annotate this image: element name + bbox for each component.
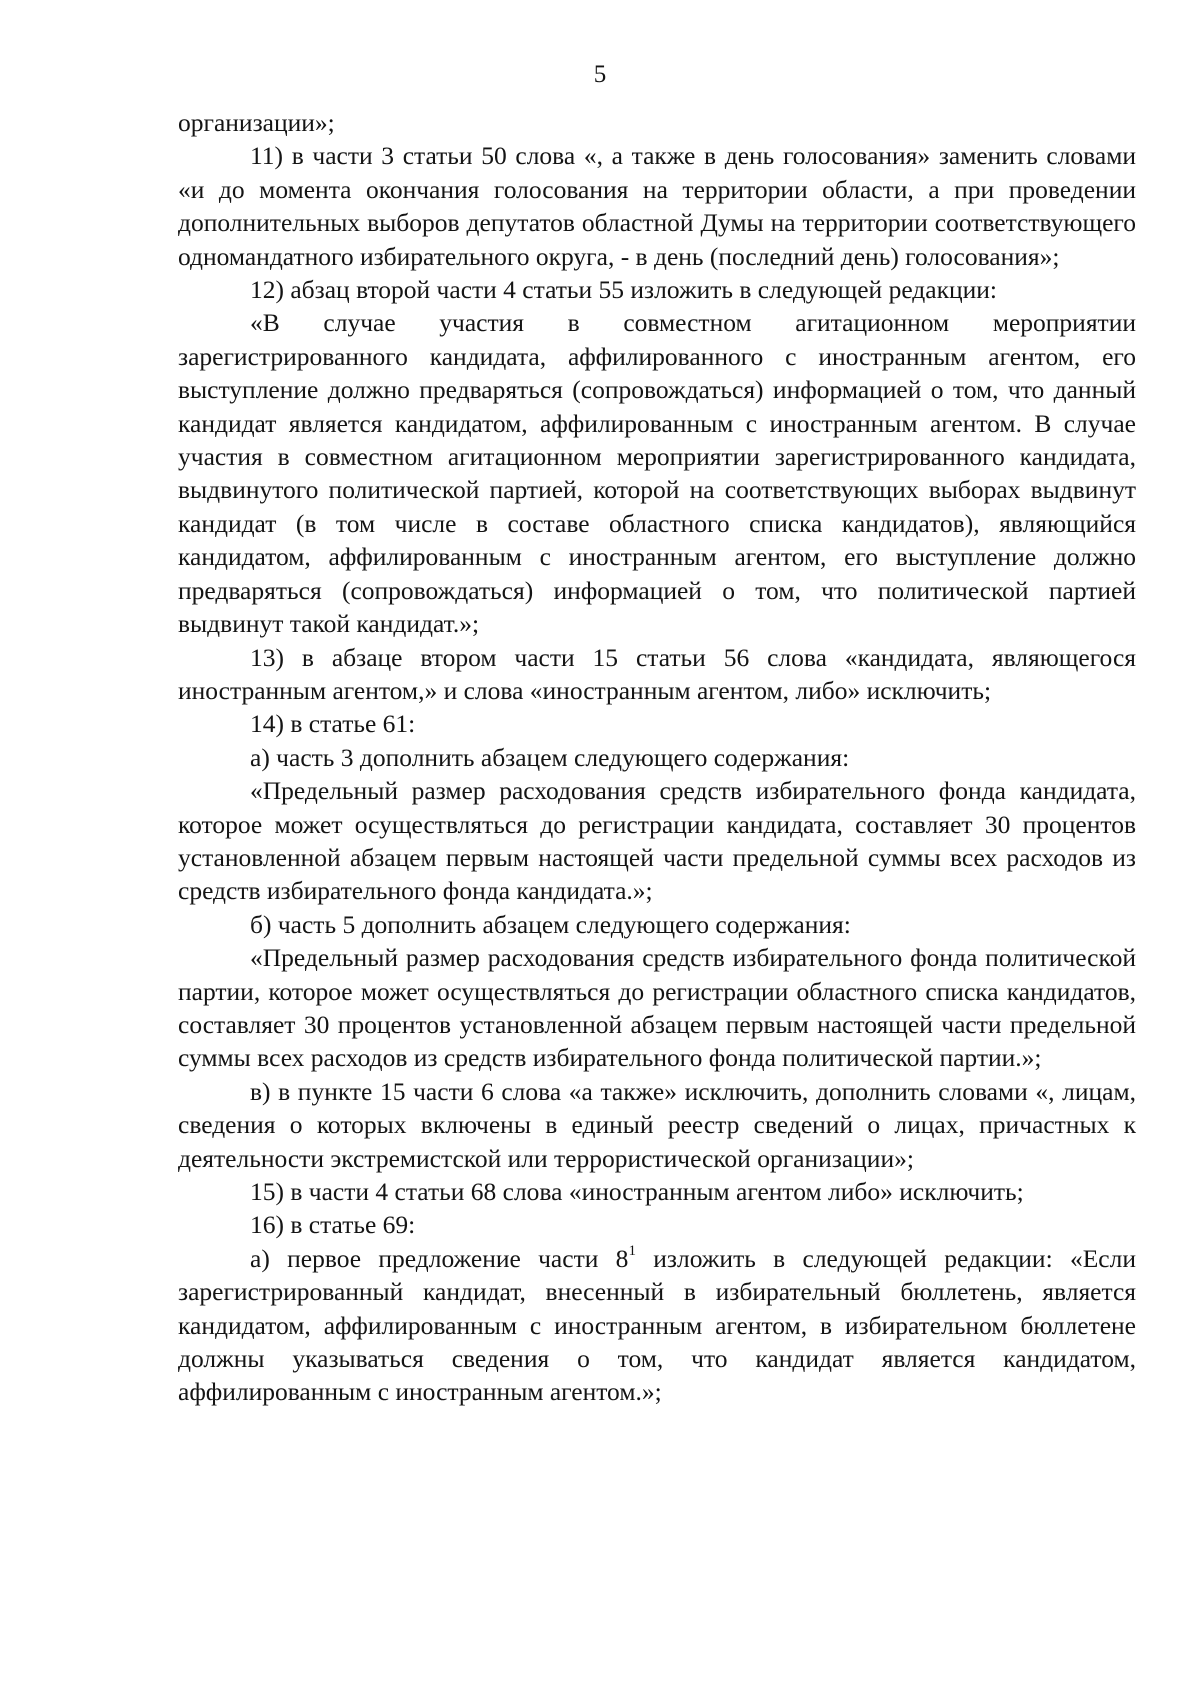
page-number: 5 bbox=[593, 61, 607, 88]
paragraph-item-12: 12) абзац второй части 4 статьи 55 изложить в следующей редакции: bbox=[250, 275, 998, 305]
paragraph-item-16a-rest: изложить в следующей редакции: «Если зарегистрированный кандидат, внесенный в избирательный бюллетень, является кандидатом, аффилированным с иностранным агентом, в избирательном бюллетене должны указываться сведения о том, что кандидат является кандидатом, аффилированным с иностранным агентом.»; bbox=[178, 1243, 1136, 1407]
paragraph-item-16a-start: а) первое предложение части 8 bbox=[250, 1243, 629, 1273]
paragraph-quote-14b: «Предельный размер расходования средств избирательного фонда политической партии, которое может осуществляться до регистрации областного списка кандидатов, составляет 30 процентов установленной абзацем первым настоящей части предельной суммы всех расходов из средств избирательного фонда политической партии.»; bbox=[178, 943, 1136, 1073]
paragraph-item-13: 13) в абзаце втором части 15 статьи 56 слова «кандидата, являющегося иностранным агентом,» и слова «иностранным агентом, либо» исключить; bbox=[178, 642, 1136, 705]
paragraph-item-14v: в) в пункте 15 части 6 слова «а также» исключить, дополнить словами «, лицам, сведения о которых включены в единый реестр сведений о лицах, причастных к деятельности экстремистской или террористической организации»; bbox=[178, 1076, 1136, 1173]
paragraph-quote-12: «В случае участия в совместном агитационном мероприятии зарегистрированного кандидата, аффилированного с иностранным агентом, его выступление должно предваряться (сопровождаться) информацией о том, что данный кандидат является кандидатом, аффилированным с иностранным агентом. В случае участия в совместном агитационном мероприятии зарегистрированного кандидата, выдвинутого политической партией, которой на соответствующих выборах выдвинут кандидат (в том числе в составе областного списка кандидатов), являющийся кандидатом, аффилированным с иностранным агентом, его выступление должно предваряться (сопровождаться) информацией о том, что политической партией выдвинут такой кандидат.»; bbox=[178, 308, 1136, 639]
paragraph-item-14: 14) в статье 61: bbox=[250, 709, 416, 739]
document-body bbox=[178, 106, 1136, 1409]
paragraph-quote-14a: «Предельный размер расходования средств избирательного фонда кандидата, которое может осуществляться до регистрации кандидата, составляет 30 процентов установленной абзацем первым настоящей части предельной суммы всех расходов из средств избирательного фонда кандидата.»; bbox=[178, 776, 1136, 906]
paragraph-item-11: 11) в части 3 статьи 50 слова «, а также в день голосования» заменить словами «и до момента окончания голосования на территории области, а при проведении дополнительных выборов депутатов областной Думы на территории соответствующего одномандатного избирательного округа, - в день (последний день) голосования»; bbox=[178, 141, 1136, 271]
paragraph-item-16a bbox=[178, 1242, 1136, 1409]
paragraph-1: организации»; bbox=[178, 108, 335, 137]
paragraph-item-16: 16) в статье 69: bbox=[250, 1210, 416, 1240]
superscript-index: 1 bbox=[628, 1243, 636, 1260]
paragraph-item-14a: а) часть 3 дополнить абзацем следующего содержания: bbox=[250, 742, 850, 772]
paragraph-item-14b: б) часть 5 дополнить абзацем следующего содержания: bbox=[250, 909, 851, 939]
paragraph-item-15: 15) в части 4 статьи 68 слова «иностранным агентом либо» исключить; bbox=[250, 1177, 1024, 1206]
